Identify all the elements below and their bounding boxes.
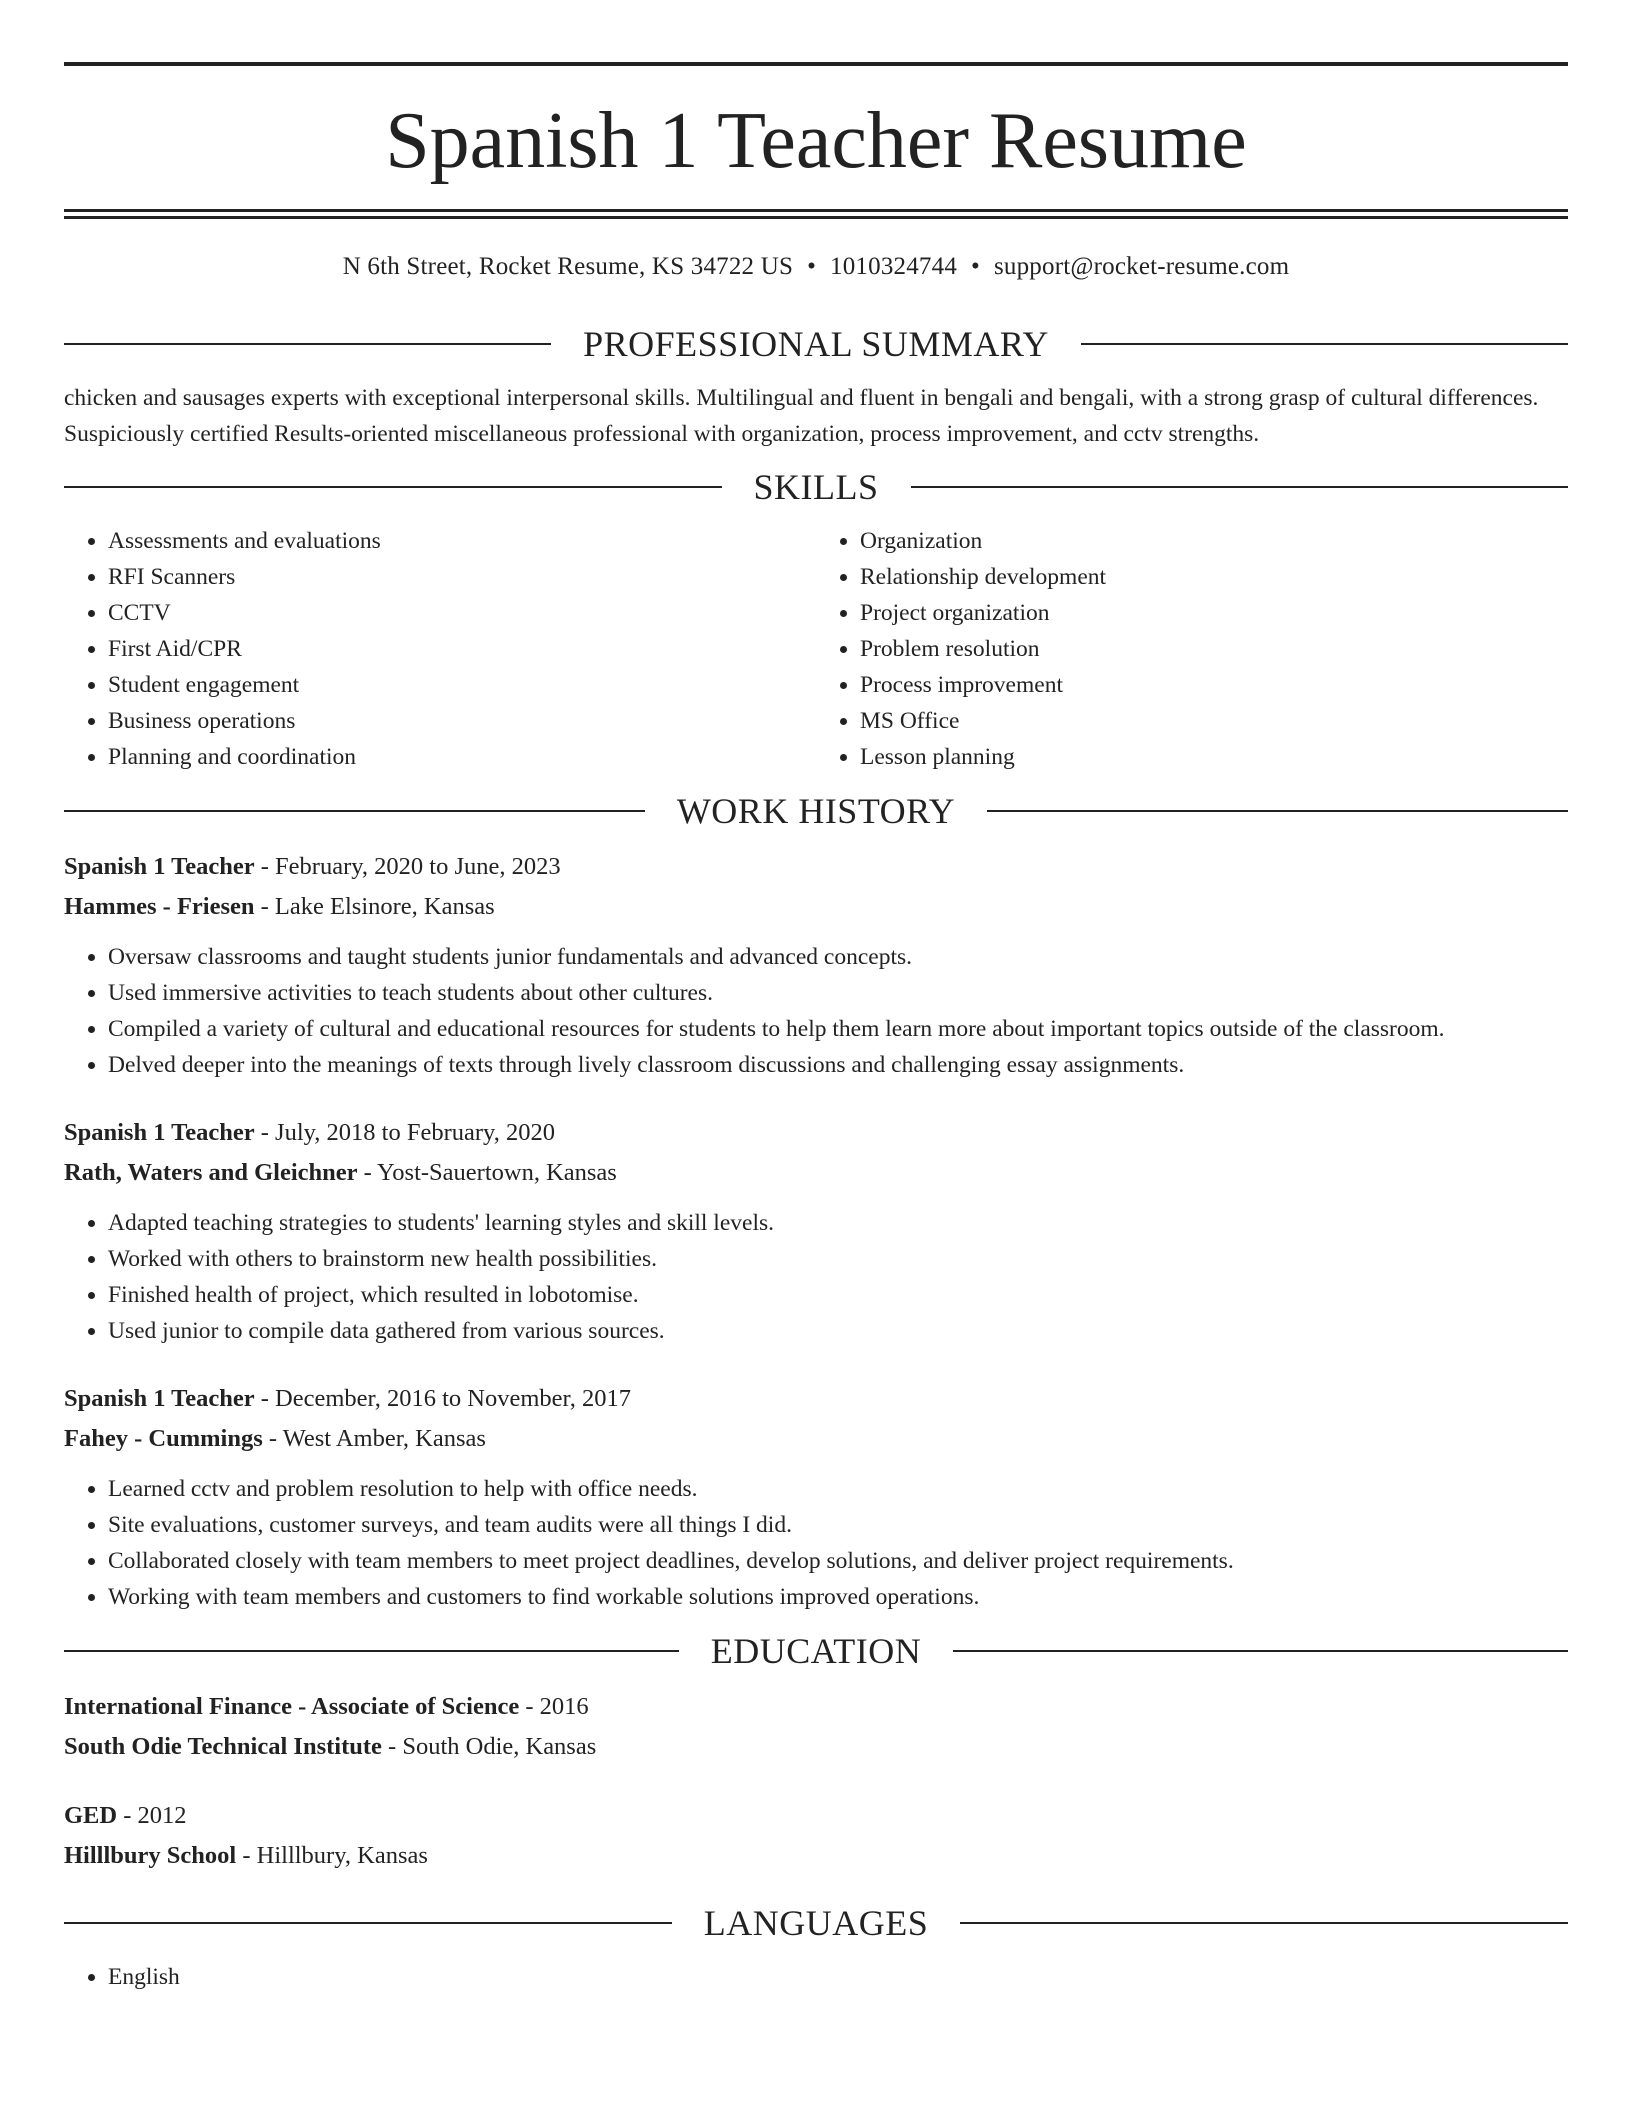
skill-item: • Planning and coordination: [108, 739, 816, 775]
contact-separator: •: [807, 253, 817, 280]
skill-item: • Assessments and evaluations: [108, 523, 816, 559]
section-title: WORK HISTORY: [676, 791, 956, 831]
skill-item: • Organization: [860, 523, 1568, 559]
list-item: • Delved deeper into the meanings of texts through lively classroom discussions and challenging essay assignments.: [108, 1047, 1568, 1083]
summary-text: chicken and sausages experts with exceptional interpersonal skills. Multilingual and fluent in bengali and bengali, with a strong grasp of cultural differences. Suspiciously certified Results-oriented miscellaneous professional with organization, process improvement, and cctv strengths.: [64, 385, 1539, 447]
job-title-line: Spanish 1 Teacher - February, 2020 to June, 2023: [64, 853, 561, 880]
section-title: SKILLS: [753, 467, 879, 507]
skill-item: • Business operations: [108, 703, 816, 739]
skill-item: • Project organization: [860, 595, 1568, 631]
title-double-rule: [64, 209, 1568, 219]
list-item: • Site evaluations, customer surveys, and team audits were all things I did.: [108, 1507, 1568, 1543]
resume-title: Spanish 1 Teacher Resume: [385, 97, 1247, 185]
section-title: PROFESSIONAL SUMMARY: [583, 324, 1049, 364]
section-rule: [987, 810, 1568, 812]
job-bullets: [64, 1471, 1568, 1615]
skill-item: • Relationship development: [860, 559, 1568, 595]
skill-item: • First Aid/CPR: [108, 631, 816, 667]
section-rule: [64, 810, 645, 812]
list-item: • Learned cctv and problem resolution to help with office needs.: [108, 1471, 1568, 1507]
job-dates: July, 2018 to February, 2020: [275, 1119, 555, 1146]
top-rule: [64, 62, 1568, 66]
job-entry: [64, 847, 1568, 1083]
job-title-line: Spanish 1 Teacher - July, 2018 to February, 2020: [64, 1119, 555, 1146]
resume-page: [64, 62, 1568, 1995]
job-company: Fahey - Cummings: [64, 1424, 263, 1452]
section-rule: [911, 486, 1569, 488]
job-company-line: Rath, Waters and Gleichner - Yost-Sauertown, Kansas: [64, 1158, 617, 1186]
skill-item: • Process improvement: [860, 667, 1568, 703]
list-item: • Compiled a variety of cultural and educational resources for students to help them learn more about important topics outside of the classroom.: [108, 1011, 1568, 1047]
job-company-line: Hammes - Friesen - Lake Elsinore, Kansas: [64, 892, 495, 920]
section-title: EDUCATION: [710, 1631, 922, 1671]
education-degree-line: International Finance - Associate of Science - 2016: [64, 1693, 589, 1720]
job-company-line: Fahey - Cummings - West Amber, Kansas: [64, 1424, 486, 1452]
education-entry: [64, 1687, 1568, 1766]
job-dates: December, 2016 to November, 2017: [275, 1385, 631, 1412]
job-dates: February, 2020 to June, 2023: [275, 853, 561, 880]
education-school: South Odie Technical Institute: [64, 1732, 382, 1760]
contact-address: N 6th Street, Rocket Resume, KS 34722 US: [342, 253, 794, 280]
job-title: Spanish 1 Teacher: [64, 853, 255, 880]
skills-list: [64, 523, 1568, 775]
education-degree: GED: [64, 1802, 118, 1829]
list-item: • Used immersive activities to teach students about other cultures.: [108, 975, 1568, 1011]
contact-line: [64, 253, 1568, 289]
education-school-line: South Odie Technical Institute - South Odie, Kansas: [64, 1732, 597, 1760]
education-year: 2016: [539, 1693, 589, 1720]
skill-item: • MS Office: [860, 703, 1568, 739]
education-degree-line: GED - 2012: [64, 1802, 187, 1829]
section-heading-languages: [64, 1901, 1568, 1945]
education-school-line: Hilllbury School - Hilllbury, Kansas: [64, 1841, 428, 1869]
job-bullets: [64, 939, 1568, 1083]
skill-item: • Student engagement: [108, 667, 816, 703]
education-location: South Odie, Kansas: [402, 1732, 597, 1760]
job-bullets: [64, 1205, 1568, 1349]
section-title: LANGUAGES: [703, 1903, 929, 1943]
skills-column-left: [64, 523, 816, 775]
job-title: Spanish 1 Teacher: [64, 1119, 255, 1146]
education-year: 2012: [137, 1802, 187, 1829]
section-heading-summary: [64, 322, 1568, 366]
job-company: Hammes - Friesen: [64, 892, 255, 920]
list-item: • Collaborated closely with team members to meet project deadlines, develop solutions, and deliver project requirements.: [108, 1543, 1568, 1579]
education-location: Hilllbury, Kansas: [256, 1841, 428, 1869]
section-rule: [64, 1650, 679, 1652]
list-item: • Adapted teaching strategies to students' learning styles and skill levels.: [108, 1205, 1568, 1241]
section-rule: [960, 1922, 1568, 1924]
skill-item: • CCTV: [108, 595, 816, 631]
job-location: Lake Elsinore, Kansas: [274, 892, 495, 920]
skill-item: • Lesson planning: [860, 739, 1568, 775]
contact-email: support@rocket-resume.com: [993, 253, 1290, 280]
education-degree: International Finance - Associate of Science: [64, 1693, 520, 1720]
list-item: • Working with team members and customers to find workable solutions improved operations.: [108, 1579, 1568, 1615]
section-rule: [64, 1922, 672, 1924]
job-location: Yost-Sauertown, Kansas: [377, 1158, 617, 1186]
job-entry: [64, 1379, 1568, 1615]
section-rule: [64, 486, 722, 488]
job-title: Spanish 1 Teacher: [64, 1385, 255, 1412]
contact-phone: 1010324744: [830, 253, 958, 280]
job-location: West Amber, Kansas: [282, 1424, 486, 1452]
list-item: • English: [108, 1959, 1568, 1995]
section-rule: [953, 1650, 1568, 1652]
list-item: • Worked with others to brainstorm new health possibilities.: [108, 1241, 1568, 1277]
skills-column-right: [816, 523, 1568, 775]
contact-separator: •: [971, 253, 980, 280]
section-rule: [1081, 343, 1568, 345]
skill-item: • Problem resolution: [860, 631, 1568, 667]
section-heading-work: [64, 789, 1568, 833]
skill-item: • RFI Scanners: [108, 559, 816, 595]
list-item: • Oversaw classrooms and taught students junior fundamentals and advanced concepts.: [108, 939, 1568, 975]
education-school: Hilllbury School: [64, 1841, 237, 1869]
languages-list: [64, 1959, 1568, 1995]
list-item: • Used junior to compile data gathered from various sources.: [108, 1313, 1568, 1349]
list-item: • Finished health of project, which resulted in lobotomise.: [108, 1277, 1568, 1313]
section-rule: [64, 343, 551, 345]
section-heading-skills: [64, 465, 1568, 509]
job-title-line: Spanish 1 Teacher - December, 2016 to November, 2017: [64, 1385, 631, 1412]
section-heading-education: [64, 1629, 1568, 1673]
job-entry: [64, 1113, 1568, 1349]
education-entry: [64, 1796, 1568, 1875]
job-company: Rath, Waters and Gleichner: [64, 1158, 358, 1186]
